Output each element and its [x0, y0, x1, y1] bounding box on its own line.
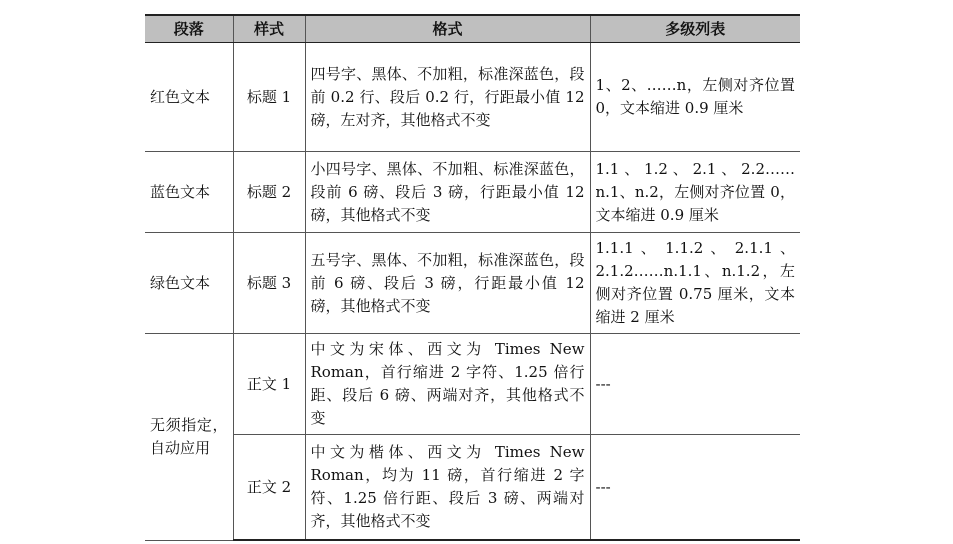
style-format-table-container [145, 14, 800, 541]
table-row [145, 233, 800, 334]
cell-style: 标题 2 [233, 152, 305, 233]
style-format-table [145, 14, 800, 541]
cell-paragraph: 红色文本 [145, 43, 233, 152]
cell-format: 四号字、黑体、不加粗，标准深蓝色，段前 0.2 行、段后 0.2 行，行距最小值 12 磅，左对齐，其他格式不变 [305, 43, 590, 152]
cell-paragraph: 蓝色文本 [145, 152, 233, 233]
header-paragraph: 段落 [145, 15, 233, 43]
header-style: 样式 [233, 15, 305, 43]
cell-style: 标题 1 [233, 43, 305, 152]
cell-format: 中文为宋体、西文为 Times New Roman，首行缩进 2 字符、1.25 倍行距、段后 6 磅、两端对齐，其他格式不变 [305, 334, 590, 435]
table-row [145, 334, 800, 435]
cell-list: 1.1、1.2、2.1、2.2……n.1、n.2，左侧对齐位置 0，文本缩进 0.9 厘米 [590, 152, 800, 233]
table-row [145, 43, 800, 152]
header-format: 格式 [305, 15, 590, 43]
cell-paragraph: 绿色文本 [145, 233, 233, 334]
cell-list: 1、2、……n，左侧对齐位置 0，文本缩进 0.9 厘米 [590, 43, 800, 152]
cell-list: 1.1.1 、 1.1.2 、 2.1.1 、 2.1.2……n.1.1、n.1.2，左侧对齐位置 0.75 厘米，文本缩进 2 厘米 [590, 233, 800, 334]
table-row [145, 435, 800, 541]
cell-style: 标题 3 [233, 233, 305, 334]
header-multilevel-list: 多级列表 [590, 15, 800, 43]
cell-list: --- [590, 334, 800, 435]
cell-format: 五号字、黑体、不加粗，标准深蓝色，段前 6 磅、段后 3 磅，行距最小值 12 磅，其他格式不变 [305, 233, 590, 334]
cell-format: 中文为楷体、西文为 Times New Roman，均为 11 磅，首行缩进 2 字符、1.25 倍行距、段后 3 磅、两端对齐，其他格式不变 [305, 435, 590, 541]
cell-paragraph-merged: 无须指定，自动应用 [145, 334, 233, 541]
cell-style: 正文 1 [233, 334, 305, 435]
cell-style: 正文 2 [233, 435, 305, 541]
cell-format: 小四号字、黑体、不加粗、标准深蓝色，段前 6 磅、段后 3 磅，行距最小值 12 磅，其他格式不变 [305, 152, 590, 233]
table-header-row [145, 15, 800, 43]
cell-list: --- [590, 435, 800, 541]
table-row [145, 152, 800, 233]
